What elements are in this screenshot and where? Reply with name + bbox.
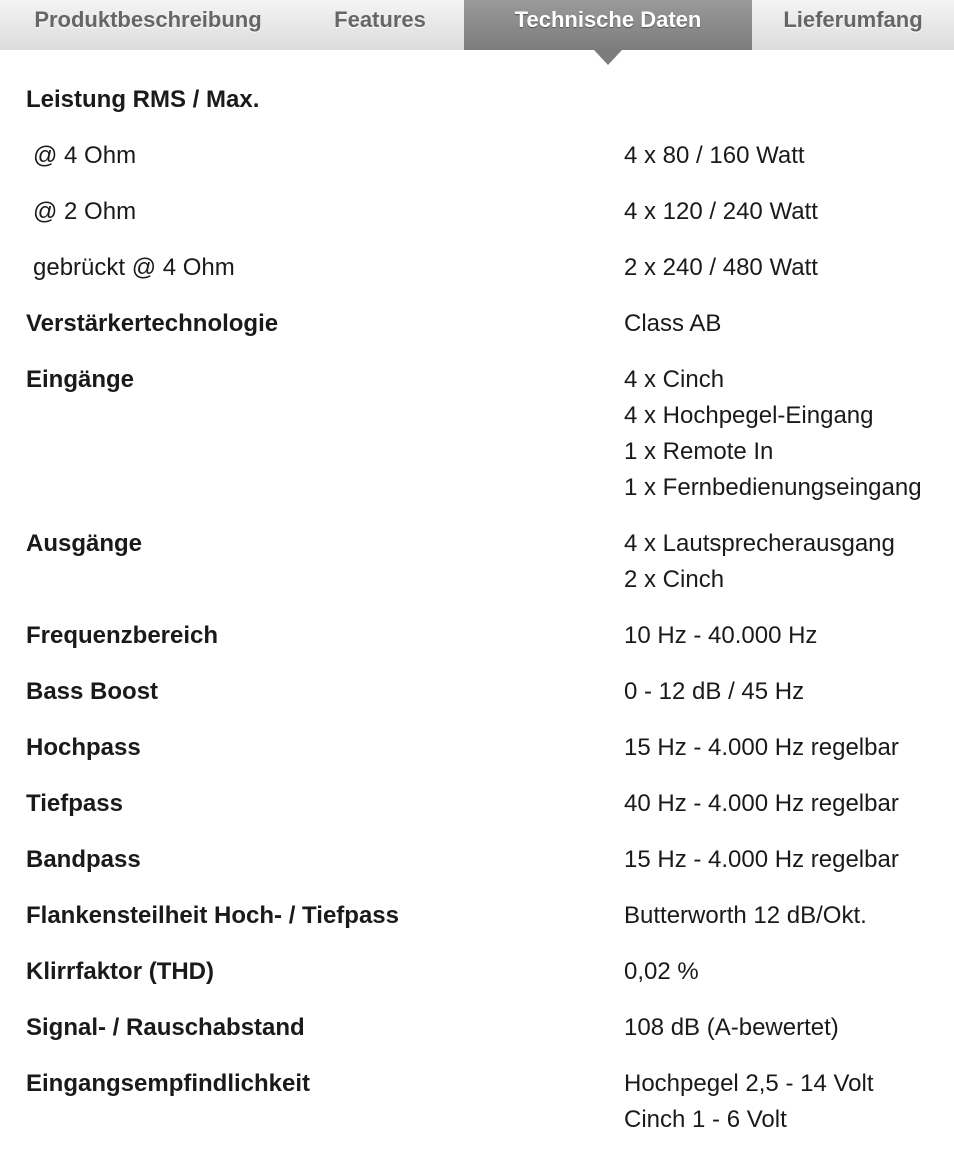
spec-label: @ 4 Ohm (33, 142, 137, 169)
spec-table (26, 78, 954, 1154)
spec-label: Tiefpass (26, 790, 123, 817)
spec-label: Flankensteilheit Hoch- / Tiefpass (26, 902, 399, 929)
spec-value: 4 x 120 / 240 Watt (624, 198, 818, 225)
spec-value: 0 - 12 dB / 45 Hz (624, 678, 805, 705)
spec-value-line: Cinch 1 - 6 Volt (624, 1106, 787, 1133)
spec-value-line: 1 x Remote In (624, 438, 774, 465)
spec-row-power-bridged (26, 246, 954, 302)
spec-row-power-4ohm (26, 134, 954, 190)
spec-label: Bass Boost (26, 678, 159, 705)
spec-label: Klirrfaktor (THD) (26, 958, 215, 985)
spec-label: Hochpass (26, 734, 141, 761)
spec-value: Butterworth 12 dB/Okt. (624, 902, 867, 929)
spec-row-inputs (26, 358, 954, 522)
tab-lieferumfang[interactable]: Lieferumfang (783, 7, 923, 32)
spec-row-frequency-range (26, 614, 954, 670)
spec-label: Verstärkertechnologie (26, 310, 279, 337)
spec-row-bass-boost (26, 670, 954, 726)
spec-row-bandpass (26, 838, 954, 894)
spec-label: Signal- / Rauschabstand (26, 1014, 305, 1041)
spec-row-thd (26, 950, 954, 1006)
spec-value-line: Hochpegel 2,5 - 14 Volt (624, 1070, 874, 1097)
spec-value: 15 Hz - 4.000 Hz regelbar (624, 734, 899, 761)
spec-row-outputs (26, 522, 954, 614)
spec-row-highpass (26, 726, 954, 782)
spec-row-input-sensitivity (26, 1062, 954, 1154)
spec-value (624, 526, 954, 598)
spec-value: 108 dB (A-bewertet) (624, 1014, 839, 1041)
tab-technische-daten-label: Technische Daten (514, 7, 702, 32)
spec-value-line: 2 x Cinch (624, 566, 725, 593)
spec-label: Eingänge (26, 366, 135, 393)
spec-label: @ 2 Ohm (33, 198, 137, 225)
spec-value: 4 x 80 / 160 Watt (624, 142, 805, 169)
spec-row-slope (26, 894, 954, 950)
spec-value: 10 Hz - 40.000 Hz (624, 622, 818, 649)
tab-bar (0, 0, 954, 50)
spec-value: 2 x 240 / 480 Watt (624, 254, 818, 281)
spec-value-line: 4 x Lautsprecherausgang (624, 530, 895, 557)
spec-row-power-2ohm (26, 190, 954, 246)
spec-label: Leistung RMS / Max. (26, 86, 260, 113)
spec-label: gebrückt @ 4 Ohm (33, 254, 235, 281)
spec-value (624, 1066, 954, 1138)
spec-value-line: 4 x Cinch (624, 366, 725, 393)
spec-value-line: 4 x Hochpegel-Eingang (624, 402, 874, 429)
spec-label: Eingangsempfindlichkeit (26, 1070, 311, 1097)
spec-value-line: 1 x Fernbedienungseingang (624, 474, 922, 501)
tab-produktbeschreibung[interactable]: Produktbeschreibung (34, 7, 262, 32)
active-tab-pointer (594, 50, 622, 65)
spec-value: Class AB (624, 310, 722, 337)
spec-label: Frequenzbereich (26, 622, 219, 649)
tab-technische-daten[interactable] (464, 0, 752, 50)
spec-value (624, 82, 954, 118)
spec-row-power-heading (26, 78, 954, 134)
spec-row-amp-tech (26, 302, 954, 358)
spec-value: 40 Hz - 4.000 Hz regelbar (624, 790, 899, 817)
spec-value (624, 362, 954, 506)
tab-features[interactable]: Features (334, 7, 426, 32)
spec-label: Bandpass (26, 846, 141, 873)
spec-row-snr (26, 1006, 954, 1062)
spec-value: 15 Hz - 4.000 Hz regelbar (624, 846, 899, 873)
spec-row-lowpass (26, 782, 954, 838)
spec-value: 0,02 % (624, 958, 699, 985)
spec-label: Ausgänge (26, 530, 143, 557)
